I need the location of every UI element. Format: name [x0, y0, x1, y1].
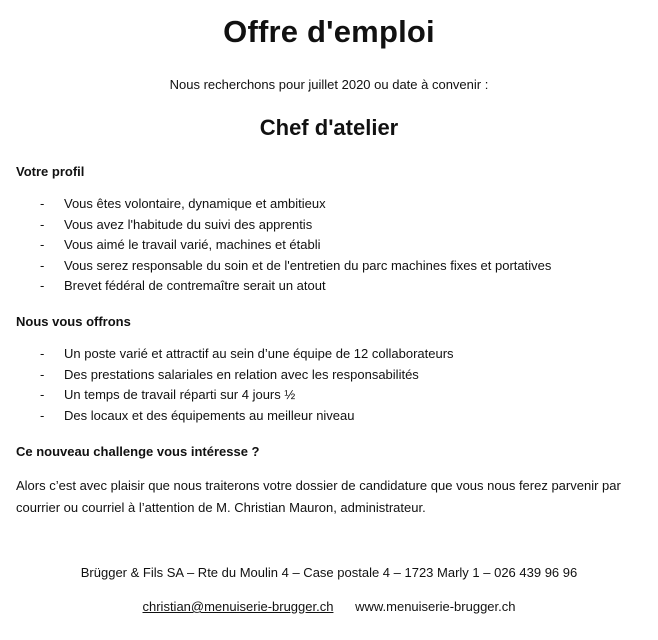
subtitle: Nous recherchons pour juillet 2020 ou date à convenir :	[169, 77, 489, 92]
bullet-dash: -	[40, 257, 45, 273]
list-item-text: Vous avez l'habitude du suivi des apprentis	[64, 216, 313, 232]
position-title: Chef d'atelier	[259, 115, 399, 140]
bullet-dash: -	[40, 407, 45, 423]
list-item-text: Un poste varié et attractif au sein d’une équipe de 12 collaborateurs	[64, 346, 454, 361]
list-item-text: Vous serez responsable du soin et de l'entretien du parc machines fixes et portatives	[64, 257, 552, 273]
bullet-dash: -	[40, 387, 45, 403]
bullet-dash: -	[40, 346, 45, 361]
list-item-text: Un temps de travail réparti sur 4 jours ½	[64, 387, 296, 403]
footer-links	[0, 599, 658, 614]
list-item-text: Vous êtes volontaire, dynamique et ambitieux	[64, 196, 326, 211]
list-item-text: Vous aimé le travail varié, machines et établi	[64, 237, 321, 253]
list-item-text: Des prestations salariales en relation avec les responsabilités	[64, 366, 419, 382]
bullet-dash: -	[40, 237, 45, 253]
page-title: Offre d'emploi	[223, 14, 435, 49]
bullet-dash: -	[40, 366, 45, 382]
footer-address: Brügger & Fils SA – Rte du Moulin 4 – Case postale 4 – 1723 Marly 1 – 026 439 96 96	[80, 565, 578, 580]
bullet-dash: -	[40, 196, 45, 211]
email-link[interactable]: christian@menuiserie-brugger.ch	[142, 599, 334, 614]
bullet-dash: -	[40, 278, 45, 294]
bullet-dash: -	[40, 216, 45, 232]
website-link[interactable]: www.menuiserie-brugger.ch	[355, 599, 516, 614]
challenge-heading: Ce nouveau challenge vous intéresse ?	[16, 444, 260, 459]
profile-heading: Votre profil	[16, 164, 85, 179]
closing-paragraph: Alors c’est avec plaisir que nous traiterons votre dossier de candidature que vous nous ferez parvenir par courrier ou courriel à l’attention de M. Christian Mauron, administrateur.	[16, 478, 621, 515]
list-item-text: Brevet fédéral de contremaître serait un atout	[64, 278, 326, 294]
list-item-text: Des locaux et des équipements au meilleur niveau	[64, 407, 355, 423]
offer-heading: Nous vous offrons	[16, 314, 131, 329]
